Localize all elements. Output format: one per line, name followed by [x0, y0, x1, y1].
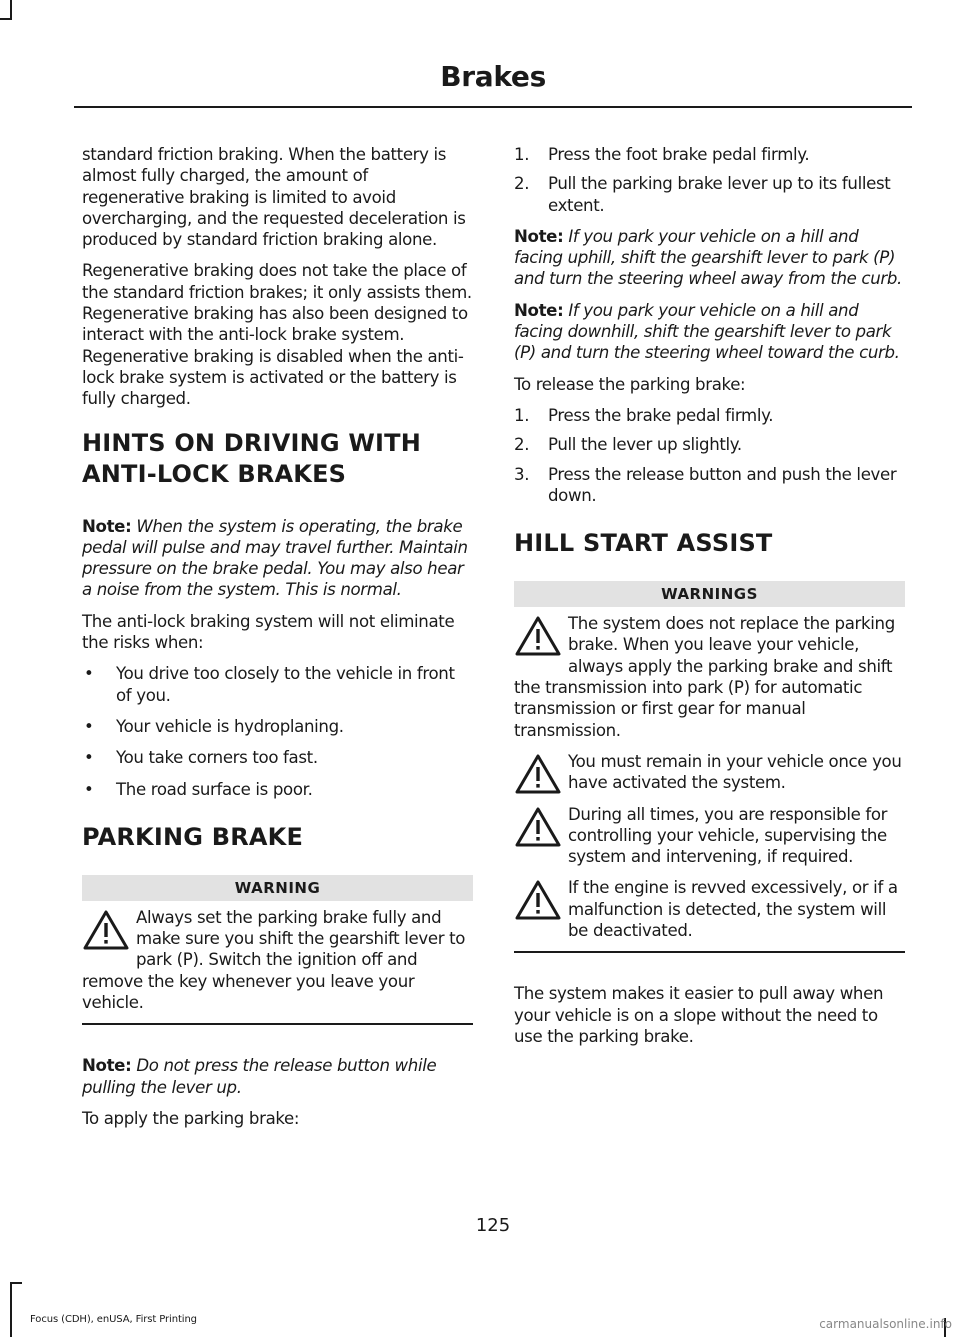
bullet-mark: •: [84, 664, 94, 684]
note-label: Note:: [514, 300, 564, 320]
step-text: Press the brake pedal firmly.: [548, 405, 774, 425]
release-steps-list: [514, 405, 905, 506]
note-text: When the system is operating, the brake pedal will pulse and may travel further. Maintain pressure on the brake pedal. You may also hear a noise from the system. This is normal.: [82, 516, 468, 600]
step-number: 1.: [514, 405, 530, 425]
edition-footer: Focus (CDH), enUSA, First Printing: [30, 1314, 197, 1325]
note-text: If you park your vehicle on a hill and facing downhill, shift the gearshift lever to park (P) and turn the steering wheel toward the curb.: [514, 300, 900, 363]
warning-text: If the engine is revved excessively, or if a malfunction is detected, the system will be deactivated.: [568, 878, 898, 941]
list-item-text: Your vehicle is hydroplaning.: [116, 716, 344, 736]
step-item: [514, 144, 905, 165]
warning-triangle-icon: [514, 806, 562, 848]
crop-mark-bottom-left-v: [10, 1282, 12, 1337]
warning-item: [514, 613, 905, 741]
step-item: [514, 464, 905, 507]
list-item: [82, 716, 473, 737]
bullet-mark: •: [84, 716, 94, 736]
note-label: Note:: [82, 1056, 132, 1076]
left-column: [82, 144, 473, 1139]
warning-text: During all times, you are responsible for controlling your vehicle, supervising the system and intervening, if required.: [568, 804, 888, 867]
paragraph: The anti-lock braking system will not eliminate the risks when:: [82, 611, 455, 653]
heading-hill-start-assist: HILL START ASSIST: [514, 529, 773, 558]
header-rule: [74, 106, 912, 108]
warning-header: WARNING: [82, 875, 473, 901]
note: [82, 1055, 473, 1098]
note: [514, 226, 905, 290]
heading-line: ANTI-LOCK BRAKES: [82, 459, 347, 488]
page-number: 125: [475, 1215, 511, 1236]
warning-text: You must remain in your vehicle once you have activated the system.: [568, 751, 902, 793]
bullet-mark: •: [84, 779, 94, 799]
step-number: 3.: [514, 464, 530, 484]
warning-end-rule: [82, 1023, 473, 1025]
note: [82, 516, 473, 601]
warning-item: [82, 907, 473, 1013]
list-item: [82, 779, 473, 800]
note-text: If you park your vehicle on a hill and facing uphill, shift the gearshift lever to park (P) and turn the steering wheel away from the curb.: [514, 226, 902, 289]
crop-mark-bottom-left-h: [10, 1282, 22, 1284]
step-item: [514, 173, 905, 216]
warning-triangle-icon: [514, 615, 562, 657]
watermark[interactable]: carmanualsonline.info: [819, 1317, 952, 1331]
step-number: 2.: [514, 174, 530, 194]
list-item-text: The road surface is poor.: [116, 779, 313, 799]
warnings-header: WARNINGS: [514, 581, 905, 607]
step-text: Press the foot brake pedal firmly.: [548, 145, 810, 164]
step-item: [514, 434, 905, 455]
warning-item: [514, 751, 905, 794]
warning-text: Always set the parking brake fully and make sure you shift the gearshift lever to park (P). Switch the ignition off and remove the key whenever you leave your vehicle.: [82, 907, 466, 1013]
list-item-text: You take corners too fast.: [116, 748, 318, 768]
step-text: Pull the parking brake lever up to its fullest extent.: [548, 174, 891, 215]
paragraph: The system makes it easier to pull away when your vehicle is on a slope without the need to use the parking brake.: [514, 984, 884, 1046]
crop-mark-top-left-v: [10, 0, 12, 20]
step-text: Press the release button and push the lever down.: [548, 464, 897, 505]
note-label: Note:: [82, 516, 132, 536]
bullet-mark: •: [84, 748, 94, 768]
step-number: 1.: [514, 145, 530, 164]
heading-abs-hints: [82, 428, 473, 490]
warning-triangle-icon: [514, 879, 562, 921]
apply-steps-list: [514, 144, 905, 216]
paragraph: Regenerative braking does not take the place of the standard friction brakes; it only assists them. Regenerative braking has also been designed to interact with the anti-lock brake system. Regenerative braking is disabled when the anti-lock brake system is activated or the battery is fully charged.: [82, 261, 472, 409]
step-number: 2.: [514, 435, 530, 455]
warning-item: [514, 877, 905, 941]
warning-item: [514, 804, 905, 868]
right-column: [514, 144, 905, 1057]
warning-triangle-icon: [82, 909, 130, 951]
paragraph: To apply the parking brake:: [82, 1108, 300, 1128]
bullet-list: [82, 663, 473, 799]
note-text: Do not press the release button while pulling the lever up.: [82, 1056, 437, 1097]
note: [514, 300, 905, 364]
crop-mark-top-left-h: [0, 18, 12, 20]
list-item-text: You drive too closely to the vehicle in front of you.: [116, 664, 455, 705]
step-text: Pull the lever up slightly.: [548, 435, 742, 455]
list-item: [82, 747, 473, 768]
paragraph: To release the parking brake:: [514, 374, 746, 394]
heading-line: HINTS ON DRIVING WITH: [82, 428, 421, 457]
note-label: Note:: [514, 226, 564, 246]
list-item: [82, 663, 473, 706]
heading-parking-brake: PARKING BRAKE: [82, 822, 304, 851]
warning-end-rule: [514, 951, 905, 953]
page-header-title: Brakes: [440, 60, 546, 93]
paragraph: standard friction braking. When the battery is almost fully charged, the amount of regenerative braking is limited to avoid overcharging, and the requested deceleration is produced by standard friction braking alone.: [82, 145, 466, 250]
step-item: [514, 405, 905, 426]
warning-text: The system does not replace the parking brake. When you leave your vehicle, always apply the parking brake and shift the transmission into park (P) for automatic transmission or first gear for manual transmission.: [514, 614, 895, 740]
warning-triangle-icon: [514, 753, 562, 795]
